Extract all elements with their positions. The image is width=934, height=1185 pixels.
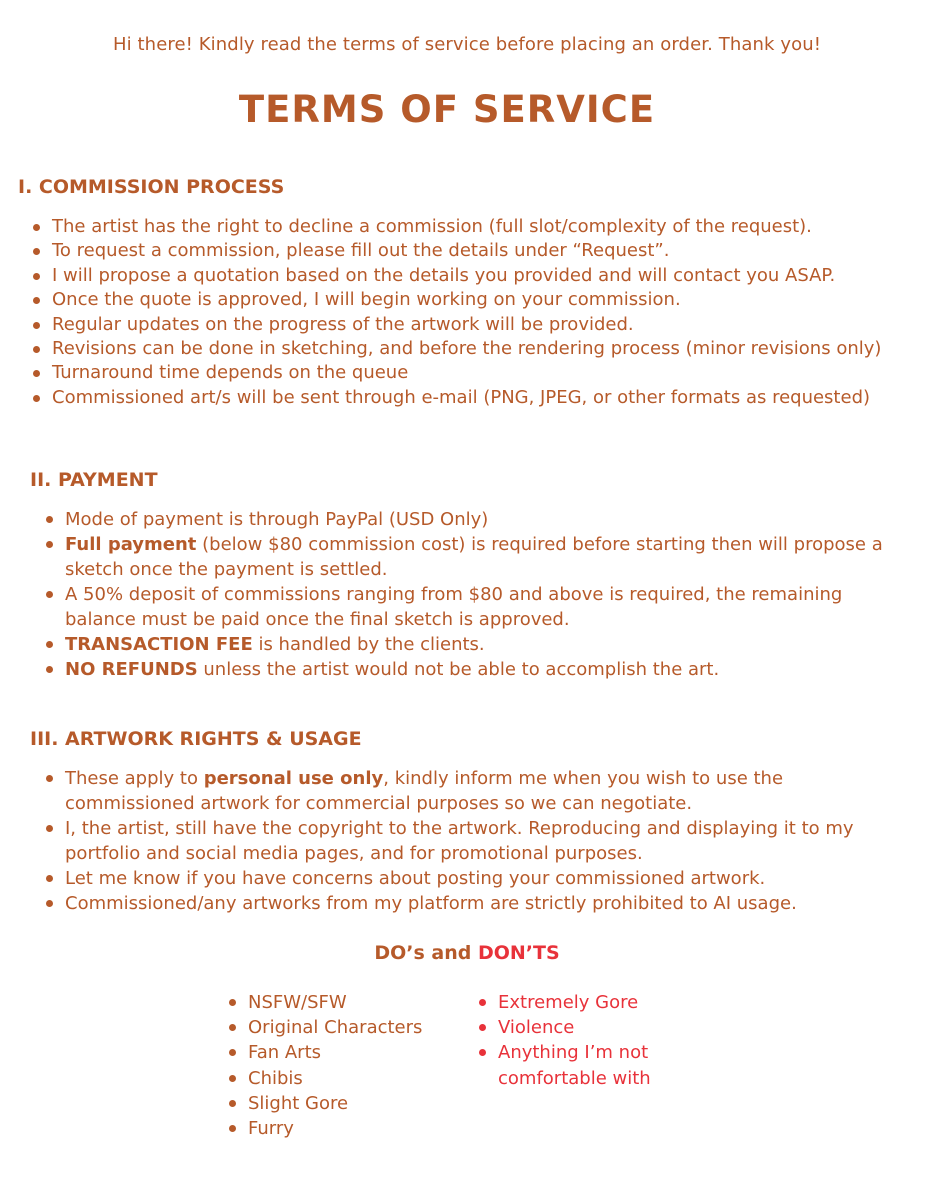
list-item: Once the quote is approved, I will begin working on your commission. xyxy=(30,288,925,312)
list-item xyxy=(43,766,913,816)
dos-list xyxy=(226,990,456,1141)
list-item: The artist has the right to decline a commission (full slot/complexity of the request). xyxy=(30,215,925,239)
section-heading-payment: II. PAYMENT xyxy=(30,469,158,491)
list-item: Anything I’m not comfortable with xyxy=(476,1040,716,1090)
item-text: is handled by the clients. xyxy=(252,634,485,655)
list-item: Chibis xyxy=(226,1066,456,1091)
section-heading-artwork-rights: III. ARTWORK RIGHTS & USAGE xyxy=(30,728,362,750)
commission-process-list xyxy=(30,215,925,410)
list-item: Mode of payment is through PayPal (USD Only) xyxy=(43,507,913,532)
bold-text: Full payment xyxy=(65,534,197,555)
page-title: TERMS OF SERVICE xyxy=(238,88,656,131)
list-item: Commissioned art/s will be sent through e-mail (PNG, JPEG, or other formats as requested) xyxy=(30,386,925,410)
list-item: Revisions can be done in sketching, and before the rendering process (minor revisions only) xyxy=(30,337,925,361)
intro-text: Hi there! Kindly read the terms of service before placing an order. Thank you! xyxy=(112,34,822,55)
section-heading-commission-process: I. COMMISSION PROCESS xyxy=(18,176,285,198)
list-item: NSFW/SFW xyxy=(226,990,456,1015)
bold-text: TRANSACTION FEE xyxy=(65,634,253,655)
list-item: Commissioned/any artworks from my platform are strictly prohibited to AI usage. xyxy=(43,891,913,916)
item-text: (below $80 commission cost) is required before starting then will propose a sketch once the payment is settled. xyxy=(65,534,883,580)
dos-donts-heading xyxy=(0,942,934,964)
list-item xyxy=(43,632,913,657)
list-item: Slight Gore xyxy=(226,1091,456,1116)
payment-list xyxy=(43,507,913,682)
donts-list xyxy=(476,990,716,1091)
list-item: To request a commission, please fill out the details under “Request”. xyxy=(30,239,925,263)
list-item: Extremely Gore xyxy=(476,990,716,1015)
item-text: unless the artist would not be able to accomplish the art. xyxy=(197,659,720,680)
artwork-rights-list xyxy=(43,766,913,916)
list-item: A 50% deposit of commissions ranging from $80 and above is required, the remaining balance must be paid once the final sketch is approved. xyxy=(43,582,913,632)
list-item: Turnaround time depends on the queue xyxy=(30,361,925,385)
bold-text: personal use only xyxy=(203,768,384,789)
bold-text: NO REFUNDS xyxy=(65,659,198,680)
list-item: I, the artist, still have the copyright to the artwork. Reproducing and displaying it to my portfolio and social media pages, and for promotional purposes. xyxy=(43,816,913,866)
list-item: Fan Arts xyxy=(226,1040,456,1065)
list-item: Regular updates on the progress of the artwork will be provided. xyxy=(30,313,925,337)
donts-heading: DON’TS xyxy=(477,942,560,964)
list-item: Original Characters xyxy=(226,1015,456,1040)
item-text: These apply to xyxy=(65,768,204,789)
list-item: Furry xyxy=(226,1116,456,1141)
dos-heading: DO’s and xyxy=(374,942,478,964)
list-item xyxy=(43,657,913,682)
list-item xyxy=(43,532,913,582)
list-item: Violence xyxy=(476,1015,716,1040)
list-item: I will propose a quotation based on the details you provided and will contact you ASAP. xyxy=(30,264,925,288)
item-text: , kindly inform me when you wish to use the commissioned artwork for commercial purposes so we can negotiate. xyxy=(65,768,784,814)
list-item: Let me know if you have concerns about posting your commissioned artwork. xyxy=(43,866,913,891)
